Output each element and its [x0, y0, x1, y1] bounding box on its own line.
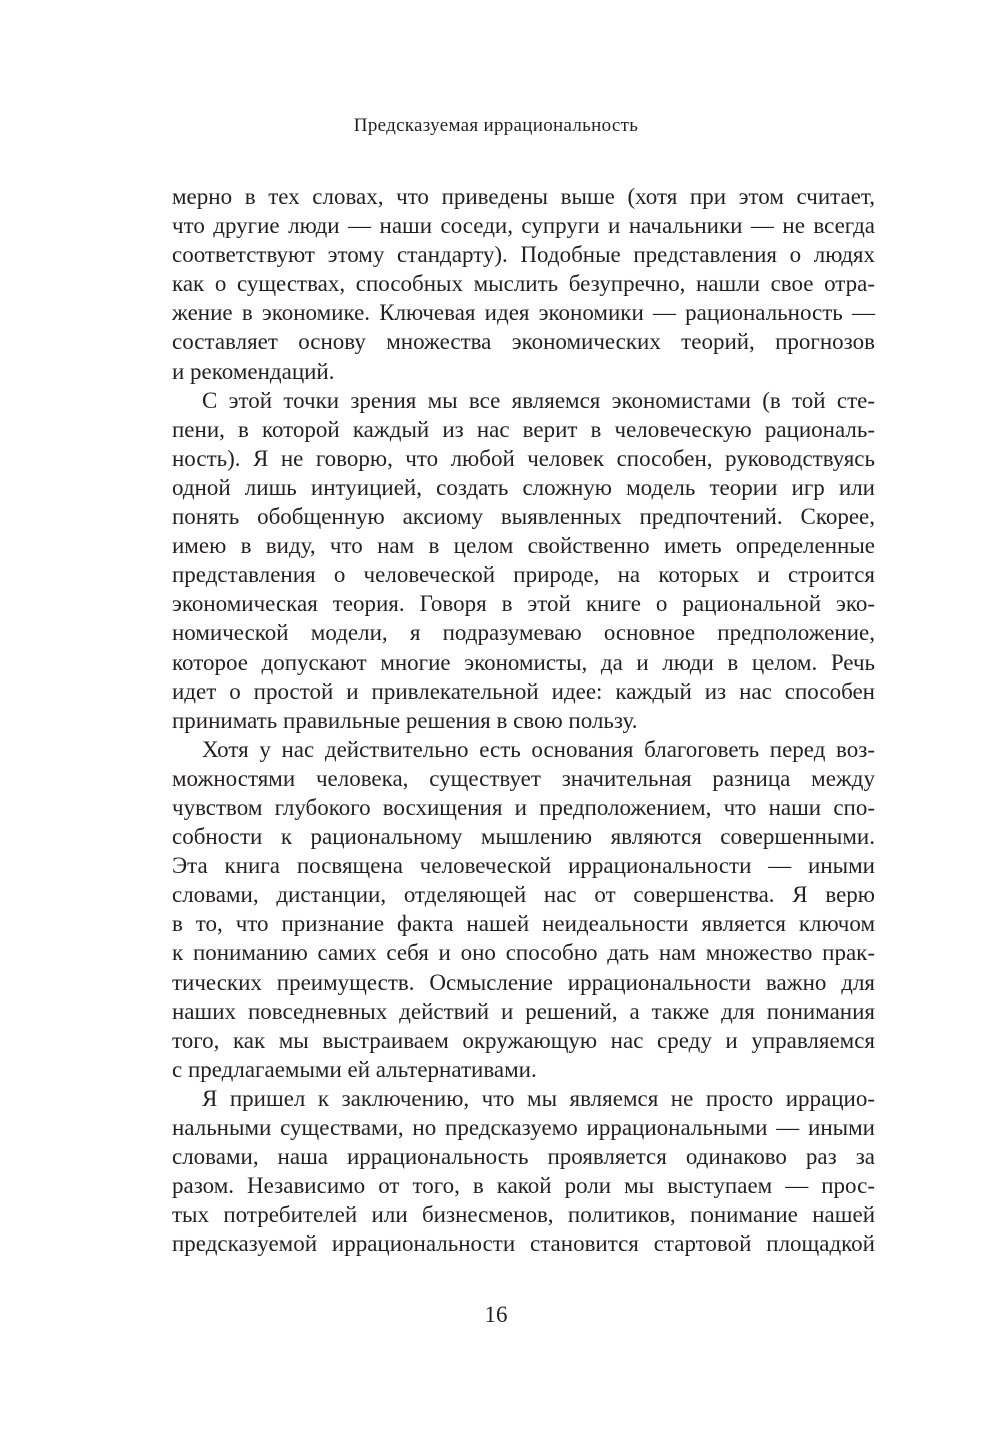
- text-line: словами, дистанции, отделяющей нас от совершенства. Я верю: [172, 882, 875, 908]
- text-line: Эта книга посвящена человеческой иррациональности — иными: [172, 853, 875, 879]
- text-line: пени, в которой каждый из нас верит в человеческую рациональ-: [172, 416, 875, 442]
- text-line: жение в экономике. Ключевая идея экономики — рациональность —: [172, 300, 875, 326]
- text-line: чувством глубокого восхищения и предположением, что наши спо-: [172, 794, 875, 820]
- text-line: ность). Я не говорю, что любой человек способен, руководствуясь: [172, 445, 875, 471]
- text-line: нальными существами, но предсказуемо иррациональными — иными: [172, 1115, 875, 1140]
- text-line: соответствуют этому стандарту). Подобные представления о людях: [172, 242, 875, 268]
- text-line: наших повседневных действий и решений, а также для понимания: [172, 998, 875, 1024]
- text-line: экономическая теория. Говоря в этой книге о рациональной эко-: [172, 591, 875, 617]
- text-line: номической модели, я подразумеваю основное предположение,: [172, 620, 875, 646]
- text-line: как о существах, способных мыслить безупречно, нашли свое отра-: [172, 271, 875, 297]
- text-line: составляет основу множества экономических теорий, прогнозов: [172, 329, 875, 355]
- paragraph: [172, 735, 875, 1084]
- text-line: можностями человека, существует значительная разница между: [172, 765, 875, 791]
- text-line: принимать правильные решения в свою пользу.: [172, 707, 638, 733]
- text-line: с предлагаемыми ей альтернативами.: [172, 1056, 537, 1082]
- text-line: предсказуемой иррациональности становится стартовой площадкой: [172, 1231, 875, 1257]
- text-line: разом. Независимо от того, в какой роли мы выступаем — прос-: [172, 1173, 875, 1199]
- text-line: понять обобщенную аксиому выявленных предпочтений. Скорее,: [172, 504, 875, 530]
- paragraph: [172, 386, 875, 735]
- text-line: что другие люди — наши соседи, супруги и начальники — не всегда: [172, 213, 875, 239]
- text-line: имею в виду, что нам в целом свойственно иметь определенные: [172, 533, 875, 559]
- text-line: мерно в тех словах, что приведены выше (хотя при этом считает,: [172, 184, 875, 209]
- text-line: С этой точки зрения мы все являемся экономистами (в той сте-: [202, 387, 875, 413]
- running-head: Предсказуемая иррациональность: [353, 115, 639, 136]
- text-line: Я пришел к заключению, что мы являемся не просто иррацио-: [202, 1085, 875, 1111]
- text-line: к пониманию самих себя и оно способно дать нам множество прак-: [172, 940, 875, 966]
- paragraph: [172, 182, 875, 386]
- text-line: того, как мы выстраиваем окружающую нас среду и управляемся: [172, 1027, 875, 1053]
- text-line: Хотя у нас действительно есть основания благоговеть перед воз-: [202, 736, 875, 762]
- text-line: собности к рациональному мышлению являются совершенными.: [172, 824, 875, 850]
- paragraph: [172, 1084, 875, 1259]
- text-line: которое допускают многие экономисты, да и люди в целом. Речь: [172, 649, 875, 675]
- text-line: тых потребителей или бизнесменов, политиков, понимание нашей: [172, 1202, 875, 1228]
- page-number: 16: [484, 1302, 508, 1327]
- text-line: тических преимуществ. Осмысление иррациональности важно для: [172, 969, 875, 995]
- text-line: и рекомендаций.: [172, 358, 335, 384]
- text-line: в то, что признание факта нашей неидеальности является ключом: [172, 911, 875, 937]
- text-line: представления о человеческой природе, на которых и строится: [172, 562, 875, 588]
- body-text: [172, 182, 875, 1258]
- text-line: словами, наша иррациональность проявляется одинаково раз за: [172, 1144, 875, 1170]
- text-line: идет о простой и привлекательной идее: каждый из нас способен: [172, 678, 875, 704]
- text-line: одной лишь интуицией, создать сложную модель теории игр или: [172, 474, 875, 500]
